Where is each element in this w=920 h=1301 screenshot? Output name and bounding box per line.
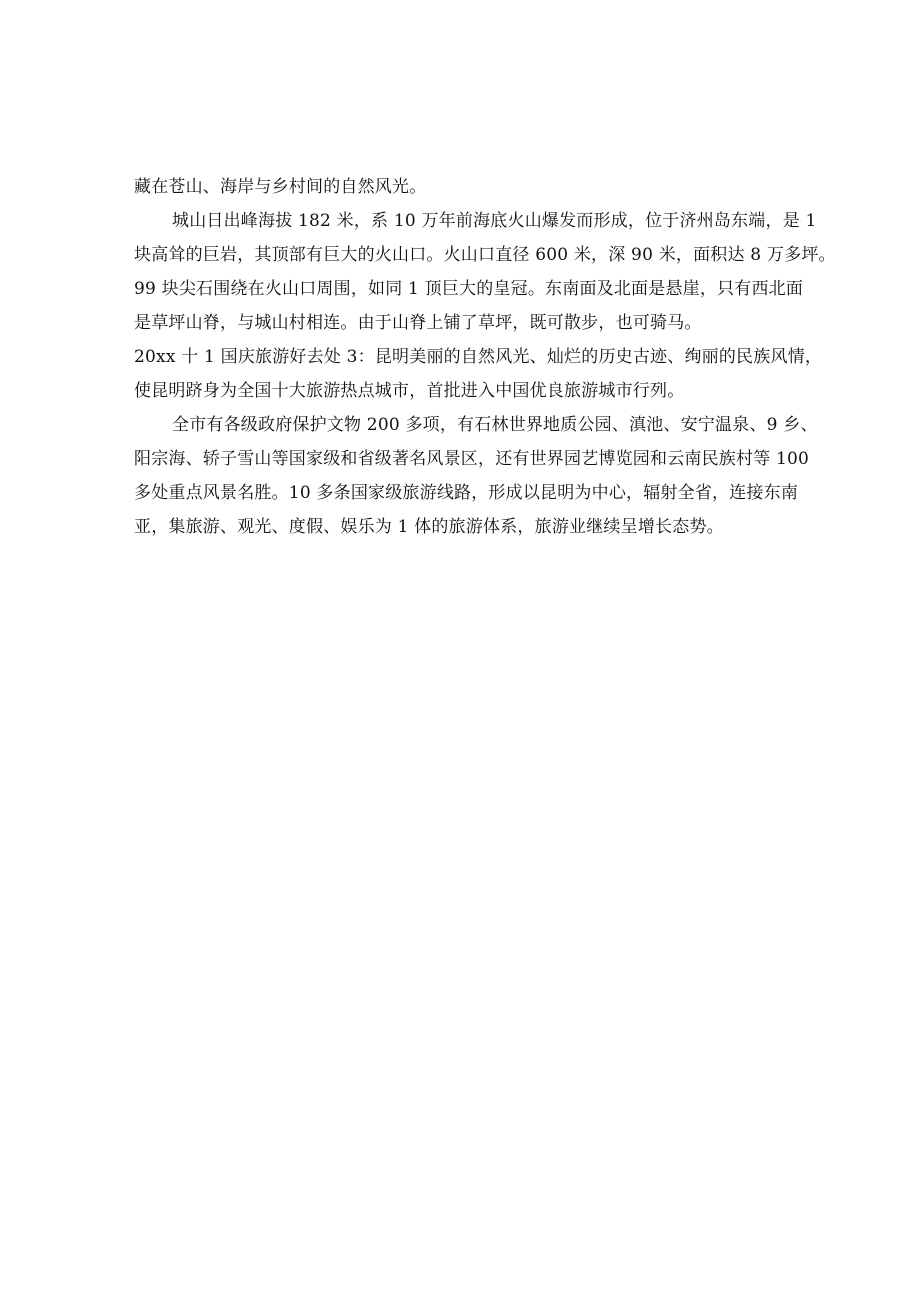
paragraph-line: 是草坪山脊，与城山村相连。由于山脊上铺了草坪，既可散步，也可骑马。 [134,313,702,333]
paragraph-line: 多处重点风景名胜。10 多条国家级旅游线路，形成以昆明为中心，辐射全省，连接东南 [134,483,799,503]
paragraph-line: 20xx 十 1 国庆旅游好去处 3：昆明美丽的自然风光、灿烂的历史古迹、绚丽的民族风情， [134,347,823,367]
paragraph-line: 阳宗海、轿子雪山等国家级和省级著名风景区，还有世界园艺博览园和云南民族村等 100 [134,449,810,469]
paragraph-line: 亚，集旅游、观光、度假、娱乐为 1 体的旅游体系，旅游业继续呈增长态势。 [134,517,724,537]
paragraph-line: 使昆明跻身为全国十大旅游热点城市，首批进入中国优良旅游城市行列。 [134,381,685,401]
paragraph-line: 块高耸的巨岩，其顶部有巨大的火山口。火山口直径 600 米，深 90 米，面积达 8 万多坪。 [134,245,836,265]
paragraph-line: 99 块尖石围绕在火山口周围，如同 1 顶巨大的皇冠。东南面及北面是悬崖，只有西北面 [134,279,804,299]
paragraph-line: 藏在苍山、海岸与乡村间的自然风光。 [134,177,427,197]
paragraph-line: 城山日出峰海拔 182 米，系 10 万年前海底火山爆发而形成，位于济州岛东端，是 1 [172,211,817,231]
document-body [134,170,836,544]
paragraph-line: 全市有各级政府保护文物 200 多项，有石林世界地质公园、滇池、安宁温泉、9 乡、 [172,415,818,435]
